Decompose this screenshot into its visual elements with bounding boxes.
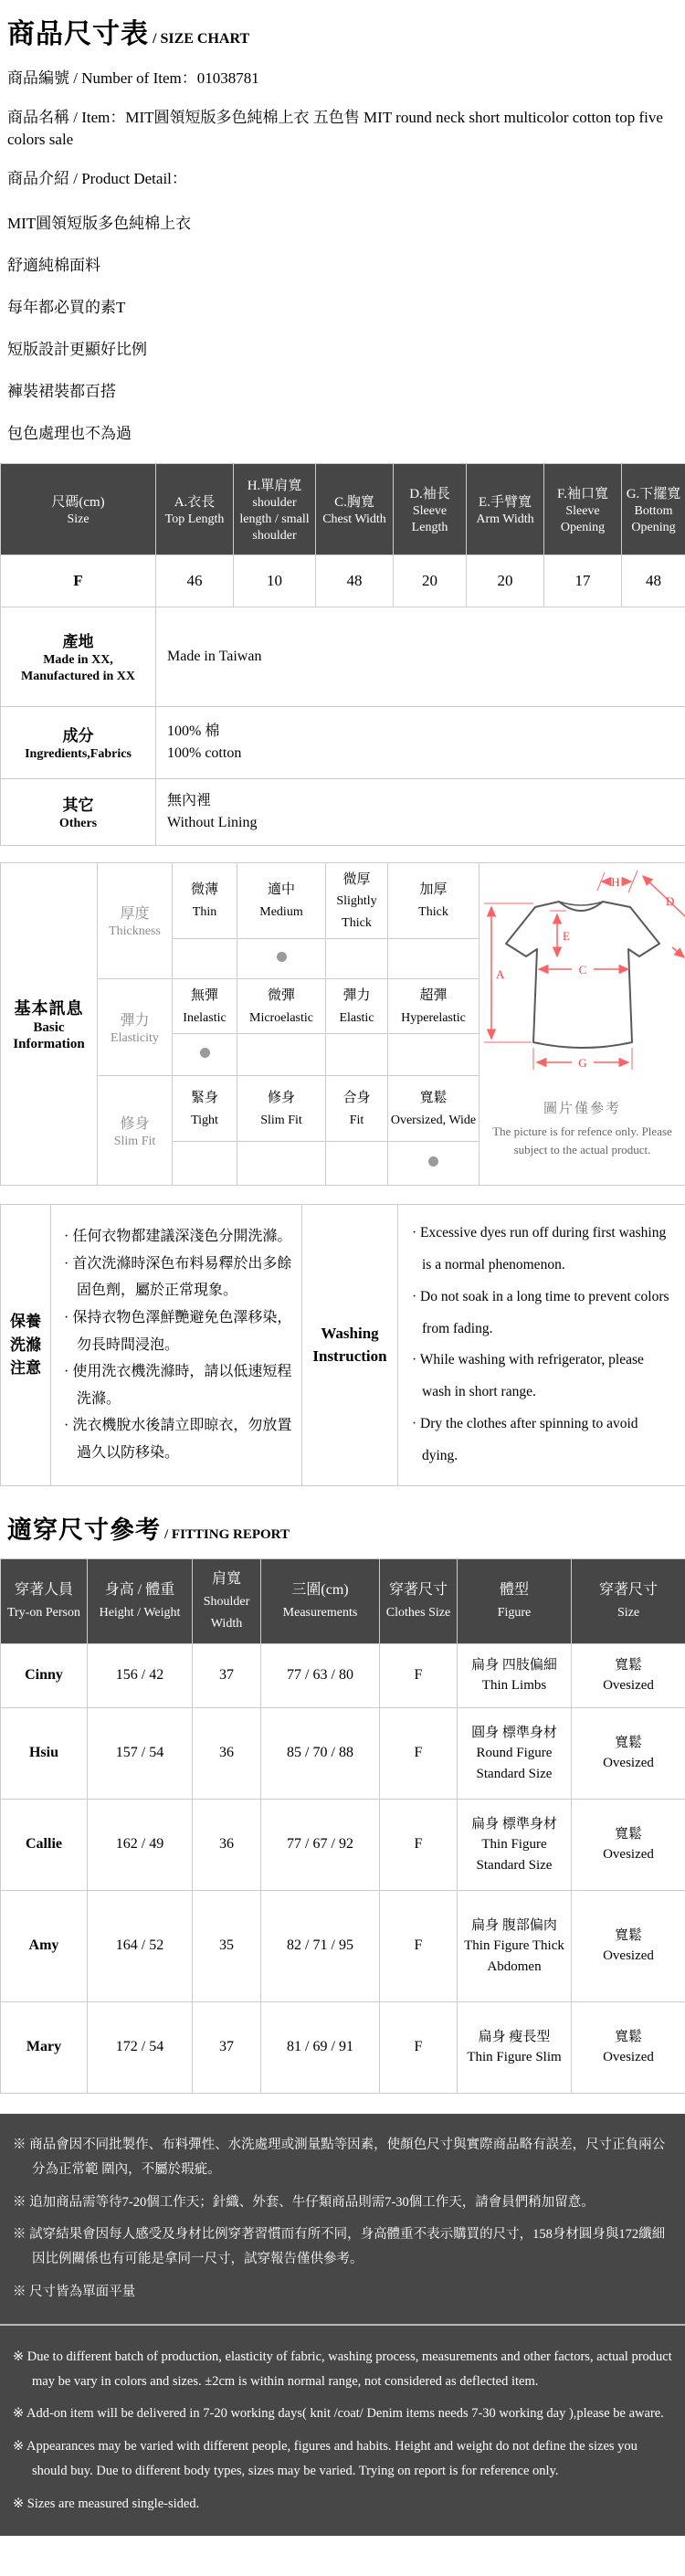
dim-label-d: D xyxy=(666,894,674,908)
dim-label-e: E xyxy=(563,929,570,943)
item-number-value: 01038781 xyxy=(197,69,259,87)
item-name-line xyxy=(7,107,676,152)
thickness-thin-cell xyxy=(173,938,237,978)
detail-line: 每年都必買的素T xyxy=(7,294,676,317)
thickness-option-slightly-thick: 微厚 Slightly Thick xyxy=(326,862,388,938)
size-value: 48 xyxy=(622,554,685,607)
size-value: 20 xyxy=(467,554,544,607)
detail-line: 短版設計更顯好比例 xyxy=(7,336,676,359)
washing-label-en: Washing Instruction xyxy=(302,1204,398,1485)
fitting-row xyxy=(1,1643,685,1707)
fitting-row xyxy=(1,1707,685,1799)
washing-instruction-table xyxy=(0,1204,685,1486)
fit-fit-cell xyxy=(326,1141,388,1185)
tryon-shoulder: 37 xyxy=(193,2001,261,2093)
fitting-heading-zh: 適穿尺寸參考 xyxy=(7,1516,161,1544)
thickness-label: 厚度 Thickness xyxy=(98,862,173,978)
detail-line: 包色處理也不為過 xyxy=(7,420,676,443)
note-zh: ※ 尺寸皆為單面平量 xyxy=(13,2280,672,2305)
size-value: 10 xyxy=(234,554,316,607)
washing-bullet: · Do not soak in a long time to prevent colors from fading. xyxy=(407,1282,676,1346)
tryon-height-weight: 172 / 54 xyxy=(88,2001,193,2093)
tryon-height-weight: 157 / 54 xyxy=(88,1707,193,1799)
washing-bullet: · 使用洗衣機洗滌時，請以低速短程洗滌。 xyxy=(58,1358,294,1412)
elasticity-option-elastic: 彈力 Elastic xyxy=(326,978,388,1033)
tryon-name: Mary xyxy=(1,2001,88,2093)
item-name-label: 商品名稱 / Item： xyxy=(7,109,125,126)
detail-line: MIT圓領短版多色純棉上衣 xyxy=(7,210,676,233)
elasticity-label: 彈力 Elasticity xyxy=(98,978,173,1075)
dim-label-a: A xyxy=(496,967,505,981)
washing-bullet: · 任何衣物都建議深淺色分開洗滌。 xyxy=(58,1223,294,1251)
page-title-en: / SIZE CHART xyxy=(153,31,249,47)
bottom-spacer xyxy=(0,2536,685,2576)
note-en: ※ Add-on item will be delivered in 7-20 working days( knit /coat/ Denim items needs 7-30 working day ),please be aware. xyxy=(13,2402,672,2426)
page-title-line xyxy=(7,11,676,51)
tryon-fit-size: 寬鬆 Ovesized xyxy=(572,1890,685,2001)
tryon-clothes-size: F xyxy=(380,1890,458,2001)
washing-bullet: · While washing with refrigerator, please wash in short range. xyxy=(407,1345,676,1409)
size-value: 48 xyxy=(316,554,394,607)
fitting-report-table xyxy=(0,1558,685,2094)
washing-bullet: · 首次洗滌時深色布料易釋於出多餘固色劑，屬於正常現象。 xyxy=(58,1251,294,1304)
fitting-row xyxy=(1,1890,685,2001)
item-number-line xyxy=(7,68,676,90)
basic-information-table xyxy=(0,862,685,1186)
tryon-name: Amy xyxy=(1,1890,88,2001)
thickness-option-medium: 適中 Medium xyxy=(237,862,326,938)
thickness-slightly-thick-cell xyxy=(326,938,388,978)
diagram-caption-en: The picture is for refence only. Please subject to the actual product. xyxy=(480,1123,685,1159)
tryon-shoulder: 35 xyxy=(193,1890,261,2001)
tryon-measurements: 77 / 67 / 92 xyxy=(261,1799,380,1890)
dim-label-g: G xyxy=(578,1056,586,1070)
fitting-heading-en: / FITTING REPORT xyxy=(164,1527,290,1542)
fit-col-measurements: 三圍(cm) Measurements xyxy=(261,1558,380,1643)
fit-option-oversized: 寬鬆 Oversized, Wide xyxy=(388,1075,480,1141)
size-chart-table xyxy=(0,463,685,846)
elasticity-option-inelastic: 無彈 Inelastic xyxy=(173,978,237,1033)
note-en: ※ Due to different batch of production, elasticity of fabric, washing process, measurements and other factors, actual product may be vary in colors and sizes. ±2cm is within normal range, not considered as deflected item. xyxy=(13,2345,672,2394)
tryon-measurements: 81 / 69 / 91 xyxy=(261,2001,380,2093)
tryon-clothes-size: F xyxy=(380,2001,458,2093)
thickness-medium-cell xyxy=(237,938,326,978)
tryon-shoulder: 37 xyxy=(193,1643,261,1707)
tryon-fit-size: 寬鬆 Ovesized xyxy=(572,2001,685,2093)
washing-bullets-zh xyxy=(51,1204,302,1485)
fit-col-size: 穿著尺寸 Size xyxy=(572,1558,685,1643)
fit-col-figure: 體型 Figure xyxy=(458,1558,572,1643)
tryon-height-weight: 162 / 49 xyxy=(88,1799,193,1890)
note-en: ※ Sizes are measured single-sided. xyxy=(13,2492,672,2517)
tryon-figure: 扁身 腹部偏肉 Thin Figure Thick Abdomen xyxy=(458,1890,572,2001)
col-header-top-length: A.衣長 Top Length xyxy=(156,463,234,554)
size-table-header-row xyxy=(1,463,685,554)
product-detail-label: 商品介紹 / Product Detail： xyxy=(7,168,676,191)
page-title: 商品尺寸表 xyxy=(7,19,149,49)
washing-row xyxy=(1,1204,685,1485)
notes-section xyxy=(0,2114,685,2536)
tryon-measurements: 85 / 70 / 88 xyxy=(261,1707,380,1799)
made-in-value: Made in Taiwan xyxy=(156,607,685,706)
col-header-arm-width: E.手臂寬 Arm Width xyxy=(467,463,544,554)
made-in-label: 產地 Made in XX, Manufactured in XX xyxy=(1,607,156,706)
basic-info-title: 基本訊息 Basic Information xyxy=(1,862,98,1185)
fitting-row xyxy=(1,1799,685,1890)
washing-bullet: · 洗衣機脫水後請立即晾衣，勿放置過久以防移染。 xyxy=(58,1412,294,1466)
col-header-sleeve-opening: F.袖口寬 Sleeve Opening xyxy=(544,463,622,554)
col-header-bottom-opening: G.下擺寬 Bottom Opening xyxy=(622,463,685,554)
col-header-chest: C.胸寬 Chest Width xyxy=(316,463,394,554)
fit-col-height-weight: 身高 / 體重 Height / Weight xyxy=(88,1558,193,1643)
detail-line: 褲裝裙裝都百搭 xyxy=(7,378,676,401)
fit-tight-cell xyxy=(173,1141,237,1185)
dim-label-h: H xyxy=(611,875,619,889)
washing-bullet: · Dry the clothes after spinning to avoid dying. xyxy=(407,1409,676,1473)
fit-col-shoulder: 肩寬 Shoulder Width xyxy=(193,1558,261,1643)
tryon-clothes-size: F xyxy=(380,1643,458,1707)
fabrics-label: 成分 Ingredients,Fabrics xyxy=(1,706,156,778)
tryon-figure: 扁身 瘦長型 Thin Figure Slim xyxy=(458,2001,572,2093)
size-value: 46 xyxy=(156,554,234,607)
fitting-row xyxy=(1,2001,685,2093)
tryon-fit-size: 寬鬆 Ovesized xyxy=(572,1799,685,1890)
tryon-fit-size: 寬鬆 Ovesized xyxy=(572,1643,685,1707)
tryon-figure: 圓身 標準身材 Round Figure Standard Size xyxy=(458,1707,572,1799)
fit-option-tight: 緊身 Tight xyxy=(173,1075,237,1141)
note-zh: ※ 追加商品需等待7-20個工作天；針織、外套、牛仔類商品則需7-30個工作天，請會員們稍加留意。 xyxy=(13,2191,672,2215)
elasticity-option-hyperelastic: 超彈 Hyperelastic xyxy=(388,978,480,1033)
fit-label: 修身 Slim Fit xyxy=(98,1075,173,1185)
fit-option-fit: 合身 Fit xyxy=(326,1075,388,1141)
fitting-header-row xyxy=(1,1558,685,1643)
diagram-caption-zh: 圖片僅參考 xyxy=(480,1098,685,1117)
tryon-shoulder: 36 xyxy=(193,1707,261,1799)
tryon-clothes-size: F xyxy=(380,1799,458,1890)
selected-dot xyxy=(428,1156,438,1167)
tryon-name: Callie xyxy=(1,1799,88,1890)
tryon-height-weight: 156 / 42 xyxy=(88,1643,193,1707)
thickness-option-thick: 加厚 Thick xyxy=(388,862,480,938)
size-value: F xyxy=(1,554,156,607)
fit-option-slim: 修身 Slim Fit xyxy=(237,1075,326,1141)
size-table-value-row xyxy=(1,554,685,607)
tryon-name: Cinny xyxy=(1,1643,88,1707)
notes-box-zh xyxy=(0,2114,685,2324)
others-row xyxy=(1,778,685,845)
tshirt-measurement-diagram xyxy=(480,867,685,1086)
note-zh: ※ 商品會因不同批製作、布料彈性、水洗處理或測量點等因素，使顏色尺寸與實際商品略有誤差，尺寸正負兩公分為正常範 圍內，不屬於瑕疵。 xyxy=(13,2133,672,2182)
notes-box-en xyxy=(0,2324,685,2536)
col-header-sleeve-length: D.袖長 Sleeve Length xyxy=(394,463,467,554)
measurement-diagram-cell xyxy=(480,862,685,1185)
selected-dot xyxy=(200,1048,210,1058)
made-in-row xyxy=(1,607,685,706)
col-header-shoulder: H.單肩寬 shoulder length / small shoulder xyxy=(234,463,316,554)
tryon-height-weight: 164 / 52 xyxy=(88,1890,193,2001)
elasticity-microelastic-cell xyxy=(237,1033,326,1075)
item-name-value: MIT圓領短版多色純棉上衣 五色售 MIT round neck short multicolor cotton top five colors sale xyxy=(7,109,663,149)
tryon-figure: 扁身 標準身材 Thin Figure Standard Size xyxy=(458,1799,572,1890)
col-header-size: 尺碼(cm) Size xyxy=(1,463,156,554)
fabrics-value: 100% 棉 100% cotton xyxy=(156,706,685,778)
washing-bullet: · Excessive dyes run off during first washing is a normal phenomenon. xyxy=(407,1218,676,1282)
fit-col-person: 穿著人員 Try-on Person xyxy=(1,1558,88,1643)
thickness-option-thin: 微薄 Thin xyxy=(173,862,237,938)
tryon-measurements: 82 / 71 / 95 xyxy=(261,1890,380,2001)
item-number-label: 商品編號 / Number of Item： xyxy=(7,69,197,87)
tryon-name: Hsiu xyxy=(1,1707,88,1799)
tryon-figure: 扁身 四肢偏細 Thin Limbs xyxy=(458,1643,572,1707)
washing-bullets-en xyxy=(398,1204,685,1485)
selected-dot xyxy=(277,952,287,962)
tryon-measurements: 77 / 63 / 80 xyxy=(261,1643,380,1707)
washing-bullet: · 保持衣物色澤鮮艷避免色澤移染，勿長時間浸泡。 xyxy=(58,1304,294,1358)
size-value: 17 xyxy=(544,554,622,607)
fit-oversized-cell xyxy=(388,1141,480,1185)
washing-label-zh: 保養 洗滌 注意 xyxy=(1,1204,51,1485)
note-en: ※ Appearances may be varied with different people, figures and habits. Height and weight do not define the sizes you should buy. Due to different body types, sizes may be varied. Trying on report is for reference only. xyxy=(13,2434,672,2484)
size-value: 20 xyxy=(394,554,467,607)
fit-col-clothes-size: 穿著尺寸 Clothes Size xyxy=(380,1558,458,1643)
thickness-thick-cell xyxy=(388,938,480,978)
tryon-clothes-size: F xyxy=(380,1707,458,1799)
tryon-shoulder: 36 xyxy=(193,1799,261,1890)
tryon-fit-size: 寬鬆 Ovesized xyxy=(572,1707,685,1799)
elasticity-hyperelastic-cell xyxy=(388,1033,480,1075)
elasticity-option-microelastic: 微彈 Microelastic xyxy=(237,978,326,1033)
others-label: 其它 Others xyxy=(1,778,156,845)
fabrics-row xyxy=(1,706,685,778)
fitting-report-heading xyxy=(7,1510,685,1546)
elasticity-elastic-cell xyxy=(326,1033,388,1075)
fit-slim-cell xyxy=(237,1141,326,1185)
thickness-label-row xyxy=(1,862,685,938)
detail-line: 舒適純棉面料 xyxy=(7,252,676,275)
product-header xyxy=(0,0,685,443)
others-value: 無內裡 Without Lining xyxy=(156,778,685,845)
dim-label-c: C xyxy=(578,963,586,977)
elasticity-inelastic-cell xyxy=(173,1033,237,1075)
note-zh: ※ 試穿結果會因每人感受及身材比例穿著習慣而有所不同，身高體重不表示購買的尺寸，158身材圓身與172纖細因比例關係也有可能是拿同一尺寸，試穿報告僅供參考。 xyxy=(13,2222,672,2272)
